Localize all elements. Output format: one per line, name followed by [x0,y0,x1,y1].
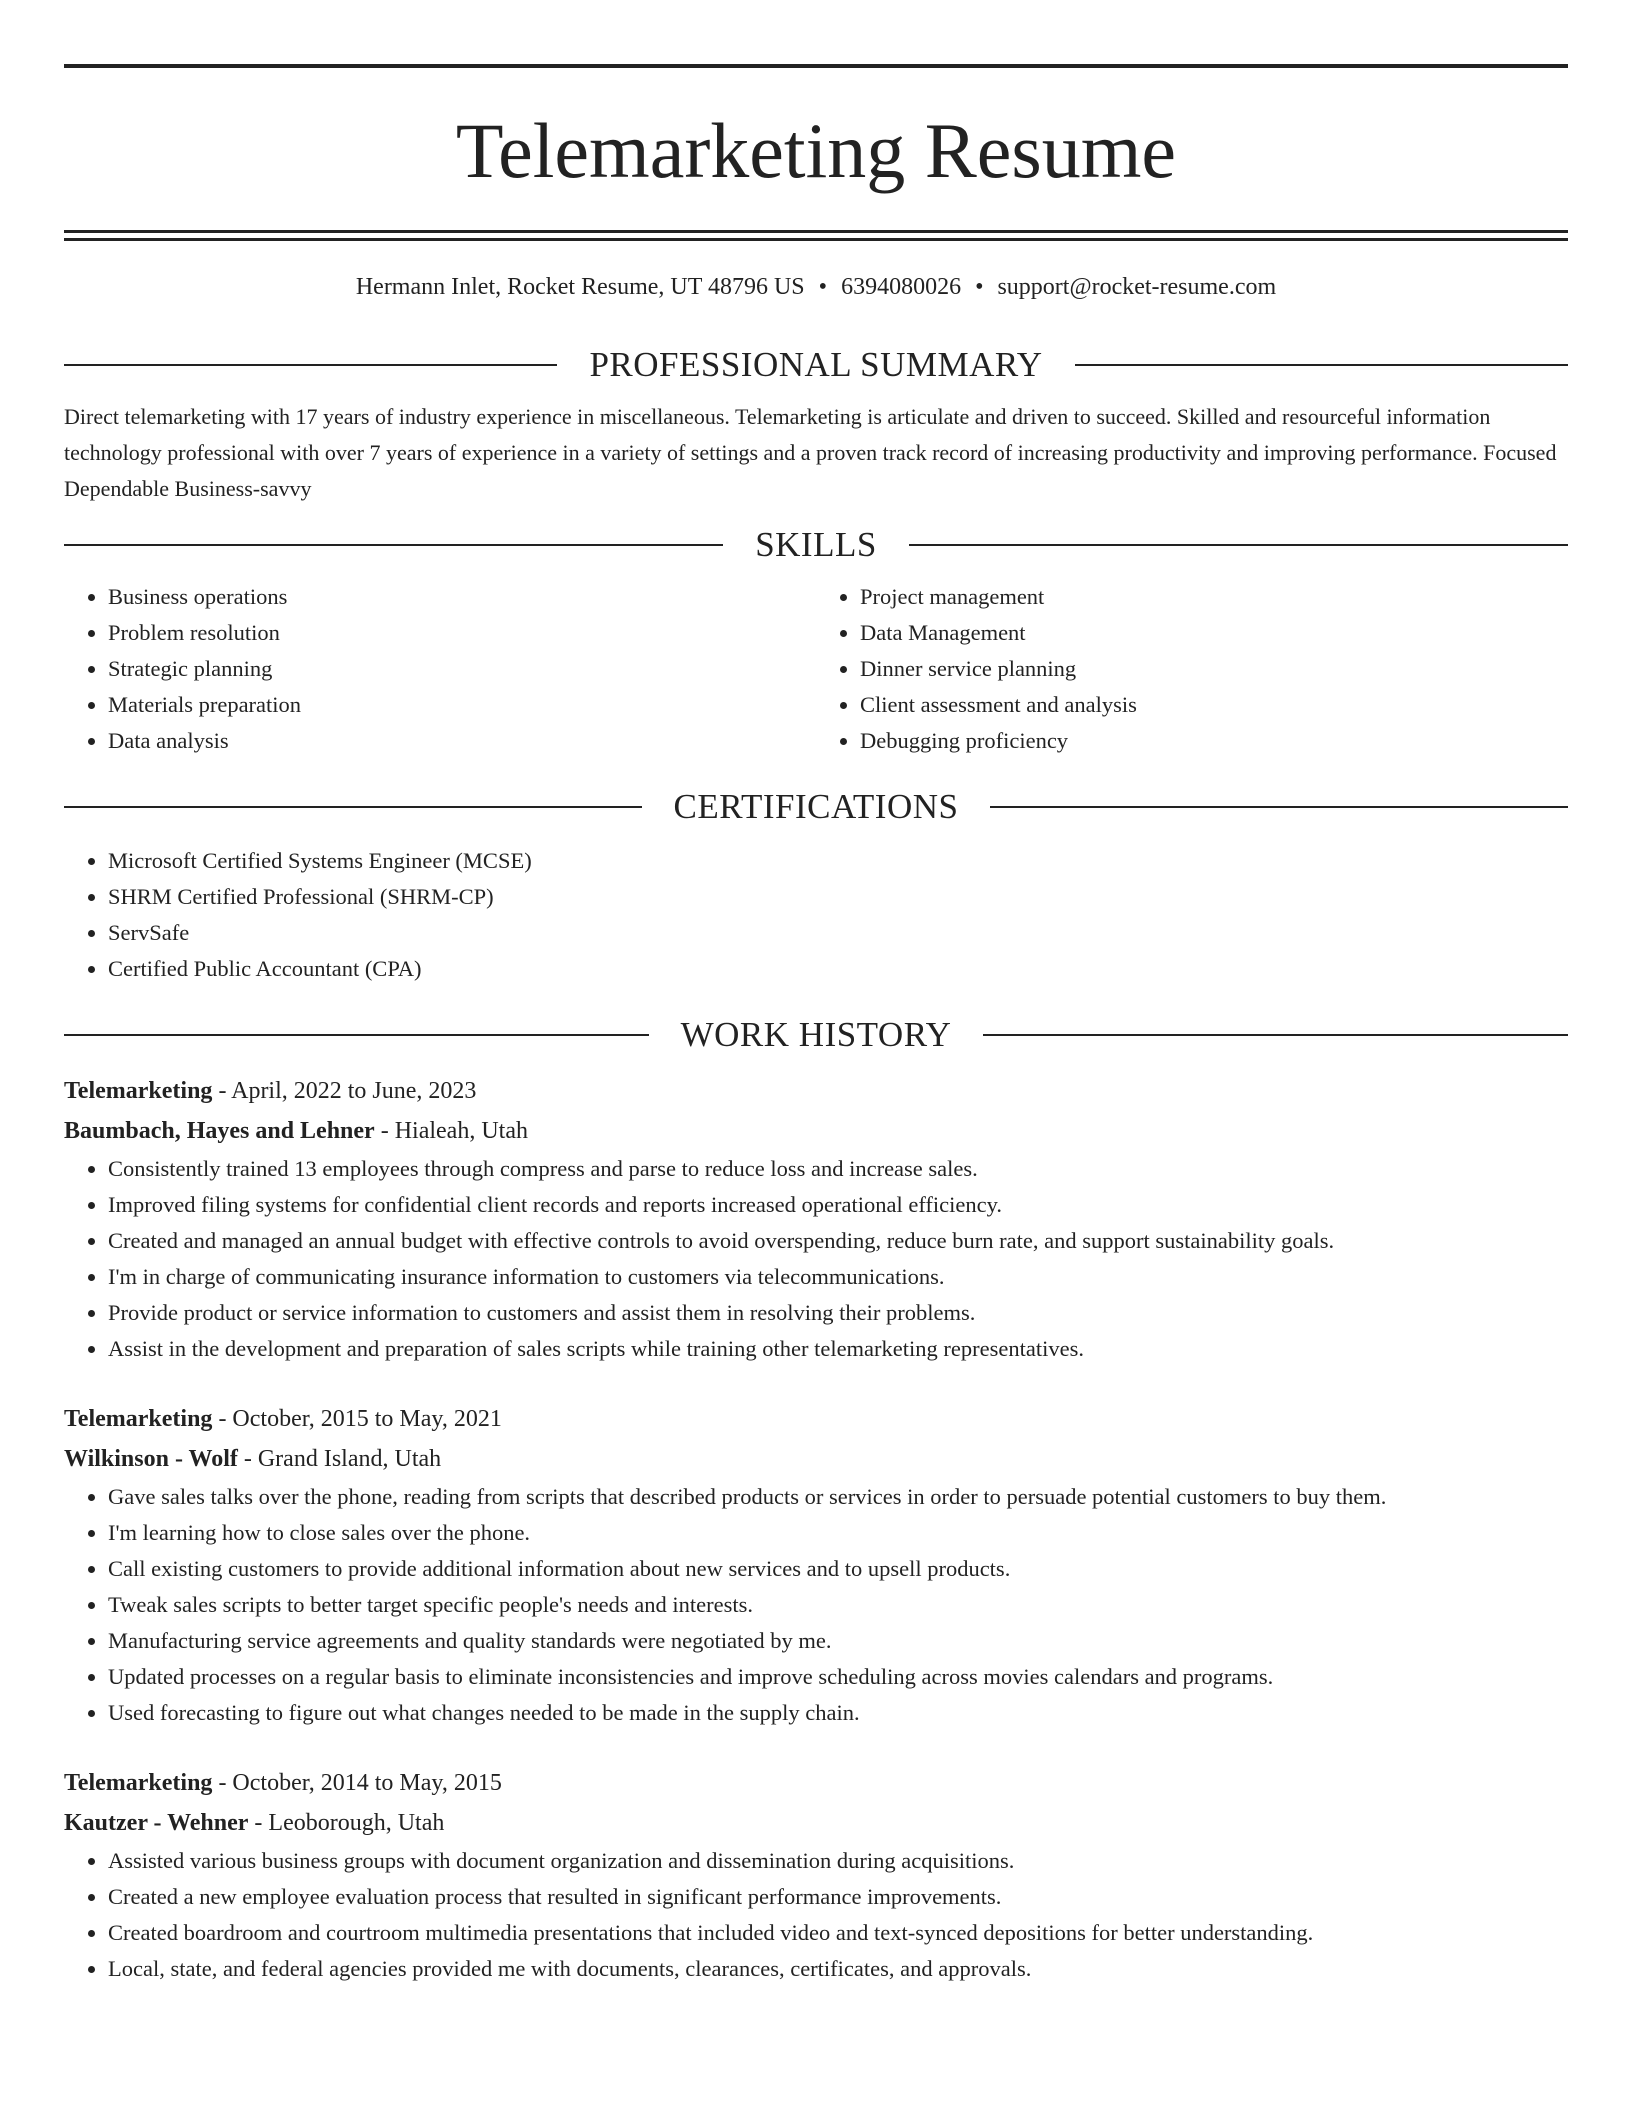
summary-text: Direct telemarketing with 17 years of industry experience in miscellaneous. Telemarketing is articulate and driven to succeed. Skilled and resourceful information technology professional with over 7 years of experience in a variety of settings and a proven track record of increasing productivity and improving performance. Focused Dependable Business-savvy [64,404,1557,501]
certification-item: • SHRM Certified Professional (SHRM-CP) [108,879,1568,915]
job-duty-item: • I'm learning how to close sales over the phone. [108,1515,1568,1551]
job-dates: - October, 2014 to May, 2015 [212,1770,502,1796]
section-header-summary [64,343,1568,387]
job-dates: - April, 2022 to June, 2023 [212,1078,477,1104]
job-duty-item: • Assisted various business groups with document organization and dissemination during acquisitions. [108,1843,1568,1879]
certification-item: • Certified Public Accountant (CPA) [108,951,1568,987]
job-duty-item: • Used forecasting to figure out what changes needed to be made in the supply chain. [108,1695,1568,1731]
job-duty-item: • Created and managed an annual budget with effective controls to avoid overspending, reduce burn rate, and support sustainability goals. [108,1223,1568,1259]
section-rule [64,364,557,366]
job-duties-list [64,1843,1568,1987]
job-title-line [64,1071,1568,1111]
job-duty-item: • Manufacturing service agreements and quality standards were negotiated by me. [108,1623,1568,1659]
resume-title: Telemarketing Resume [455,107,1177,194]
skill-item: • Problem resolution [108,615,816,651]
skills-list-left [64,579,816,759]
top-rule [64,64,1568,68]
job-role: Telemarketing [64,1406,213,1432]
job-duty-item: • Call existing customers to provide additional information about new services and to upsell products. [108,1551,1568,1587]
contact-separator: • [818,274,828,300]
job-duty-item: • Tweak sales scripts to better target specific people's needs and interests. [108,1587,1568,1623]
job-duty-item: • Created boardroom and courtroom multimedia presentations that included video and text-synced depositions for better understanding. [108,1915,1568,1951]
job-company-line [64,1439,1568,1479]
skill-item: • Business operations [108,579,816,615]
contact-separator: • [975,274,984,300]
section-rule [64,544,723,546]
section-rule [990,806,1568,808]
section-title-skills: SKILLS [755,525,877,564]
resume-content [64,64,1568,1987]
job-dates: - October, 2015 to May, 2021 [212,1406,502,1432]
job-role: Telemarketing [64,1078,213,1104]
job-duty-item: • Provide product or service information to customers and assist them in resolving their problems. [108,1295,1568,1331]
skill-item: • Data analysis [108,723,816,759]
title-double-rule [64,230,1568,241]
job-duty-item: • Improved filing systems for confidential client records and reports increased operational efficiency. [108,1187,1568,1223]
section-rule [983,1034,1568,1036]
section-rule [64,1034,649,1036]
job-location: - Leoborough, Utah [248,1810,445,1836]
section-header-certifications [64,785,1568,829]
job-entry [64,1071,1568,1367]
section-rule [1075,364,1568,366]
job-duty-item: • Updated processes on a regular basis to eliminate inconsistencies and improve scheduling across movies calendars and programs. [108,1659,1568,1695]
job-company-line [64,1803,1568,1843]
skill-item: • Dinner service planning [860,651,1568,687]
job-duties-list [64,1151,1568,1367]
job-duty-item: • Gave sales talks over the phone, reading from scripts that described products or services in order to persuade potential customers to buy them. [108,1479,1568,1515]
certifications-list [64,843,1568,987]
job-entry [64,1763,1568,1987]
job-title-line [64,1763,1568,1803]
contact-line [64,271,1568,303]
skills-list-right [816,579,1568,759]
section-title-work-history: WORK HISTORY [680,1015,952,1054]
skill-item: • Data Management [860,615,1568,651]
job-title-line [64,1399,1568,1439]
job-location: - Grand Island, Utah [237,1446,442,1472]
job-company: Baumbach, Hayes and Lehner [64,1118,375,1144]
job-duty-item: • Assist in the development and preparation of sales scripts while training other telemarketing representatives. [108,1331,1568,1367]
certification-item: • Microsoft Certified Systems Engineer (MCSE) [108,843,1568,879]
skill-item: • Debugging proficiency [860,723,1568,759]
job-duties-list [64,1479,1568,1731]
skill-item: • Strategic planning [108,651,816,687]
job-location: - Hialeah, Utah [374,1118,528,1144]
contact-phone: 6394080026 [841,274,962,300]
job-duty-item: • Consistently trained 13 employees through compress and parse to reduce loss and increase sales. [108,1151,1568,1187]
work-history-list [64,1071,1568,1987]
job-duty-item: • Created a new employee evaluation process that resulted in significant performance improvements. [108,1879,1568,1915]
job-entry [64,1399,1568,1731]
section-header-skills [64,523,1568,567]
section-title-certifications: CERTIFICATIONS [673,787,959,826]
section-header-work-history [64,1013,1568,1057]
section-title-summary: PROFESSIONAL SUMMARY [589,345,1043,384]
job-company: Kautzer - Wehner [64,1810,249,1836]
job-role: Telemarketing [64,1770,213,1796]
skills-grid [64,579,1568,759]
contact-address: Hermann Inlet, Rocket Resume, UT 48796 US [355,274,805,300]
skill-item: • Client assessment and analysis [860,687,1568,723]
section-rule [64,806,642,808]
job-duty-item: • I'm in charge of communicating insurance information to customers via telecommunications. [108,1259,1568,1295]
skill-item: • Materials preparation [108,687,816,723]
job-duty-item: • Local, state, and federal agencies provided me with documents, clearances, certificates, and approvals. [108,1951,1568,1987]
contact-email: support@rocket-resume.com [997,274,1277,300]
job-company-line [64,1111,1568,1151]
certification-item: • ServSafe [108,915,1568,951]
skill-item: • Project management [860,579,1568,615]
job-company: Wilkinson - Wolf [64,1446,238,1472]
section-rule [909,544,1568,546]
